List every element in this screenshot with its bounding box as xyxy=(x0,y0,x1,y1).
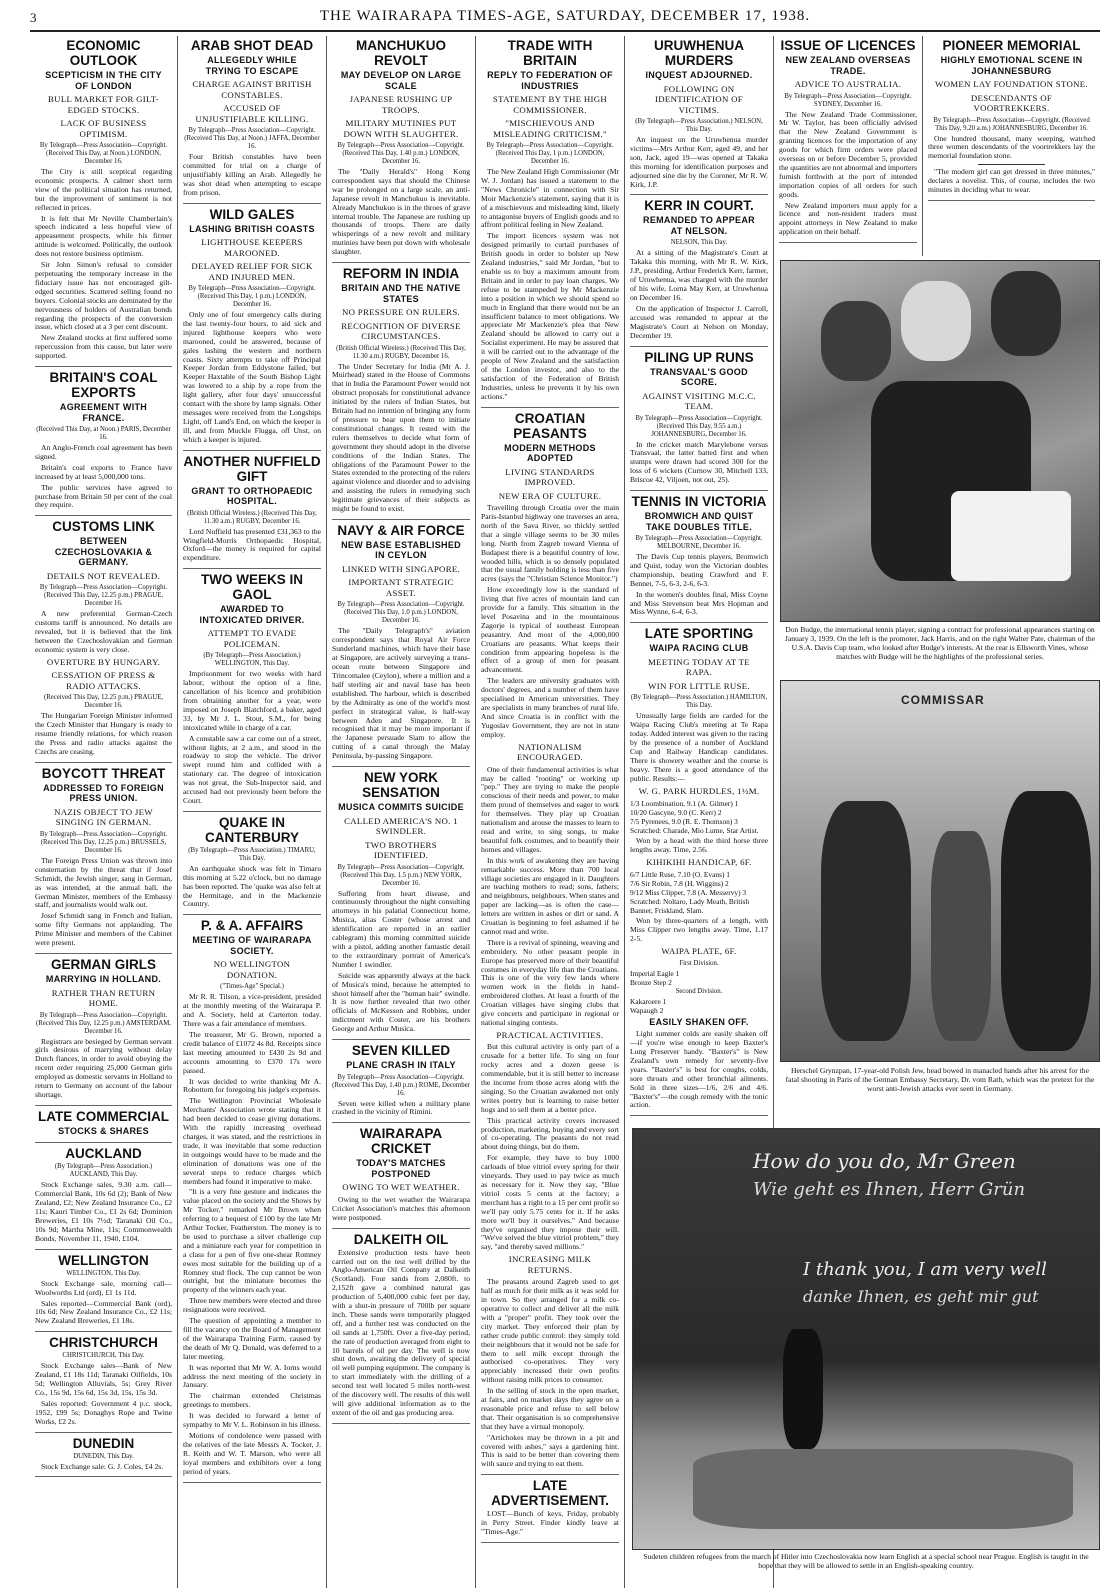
headline: BOYCOTT THREAT xyxy=(41,765,166,781)
subheadline: MARRYING IN HOLLAND. xyxy=(45,974,162,984)
dateline: By Telegraph—Press Association—Copyright. SYDNEY, December 16. xyxy=(784,92,912,108)
photo-budge-signing xyxy=(780,260,1100,622)
headline: ANOTHER NUFFIELD GIFT xyxy=(183,453,321,484)
subheadline: STOCKS & SHARES xyxy=(58,1125,149,1136)
subheadline: INQUEST ADJOURNED. xyxy=(645,70,753,80)
paragraph: The City is still sceptical regarding economic prospects. A calmer short term view of the political situation has returned, but the improvement of sentiment is not reflected in prices. xyxy=(35,167,172,212)
subheadline: NO WELLINGTON DONATION. xyxy=(213,959,291,980)
race-row: 9/12 Miss Clipper, 7.8 (A. Messervy) 3 xyxy=(630,888,747,898)
subheadline: FOLLOWING ON IDENTIFICATION OF VICTIMS. xyxy=(655,83,743,115)
headline: ECONOMIC OUTLOOK xyxy=(66,38,141,68)
article xyxy=(35,1146,172,1249)
paragraph: On the application of Inspector J. Carroll, accused was remanded to appear at the Magistrate's Court at Nelson on Monday, December 19. xyxy=(630,303,768,340)
paragraph: Sales reported—Commercial Bank (ord), 10s 6d; New Zealand Insurance Co., £2 11s; New Zealand Breweries, £1 18s. xyxy=(35,1298,172,1326)
article xyxy=(183,572,321,812)
column-3 xyxy=(327,36,476,1588)
dateline: By Telegraph—Press Association—Copyright. (Received This Day, 1.40 p.m.) LONDON, December 16. xyxy=(337,142,465,165)
paragraph: Seven were killed when a military plane crashed in the vicinity of Rimini. xyxy=(332,1098,470,1117)
paragraph: How exceedingly low is the standard of living that five acres of mountain land can provide for a family. This situation in the level Posavina and in the mountainous Zagorje is typical of southeast European peasantry. And most of the 4,000,000 Croatians are peasants. What keeps their condition from appearing hopeless is the effect of a group of men for peasant advancement. xyxy=(481,585,619,675)
paragraph: Unusually large fields are carded for the Waipa Racing Club's meeting at Te Rapa today. Added interest was given to the racing by the presence of a number of Auckland Cup and Railway Handicap candidates. There is showery weather and the course is heavy. There is a good attendance of the public. Results:— xyxy=(630,711,768,783)
subheadline: ADVICE TO AUSTRALIA. xyxy=(794,79,902,89)
subheadline: MAY DEVELOP ON LARGE SCALE xyxy=(340,70,462,91)
dateline: By Telegraph—Press Association—Copyright. MELBOURNE, December 16. xyxy=(635,535,763,551)
paragraph: Three new members were elected and three resignations were received. xyxy=(183,1296,321,1315)
paragraph: The Davis Cup tennis players, Bromwich and Quist, today won the Victorian doubles championship, beating Crawford and F. Bennet, 7-5, 6-3, 2-6, 6-3. xyxy=(630,552,768,588)
blackboard-line-4: danke Ihnen, es geht mir gut xyxy=(803,1287,1039,1306)
photo-grynszpan-arrest xyxy=(780,680,1100,1062)
column-2 xyxy=(178,36,327,1588)
paragraph: It was decided to write thanking Mr A. Robottom for foregoing his judge's expenses. xyxy=(183,1076,321,1095)
subheadline: ACCUSED OF UNJUSTIFIABLE KILLING. xyxy=(195,103,309,124)
paragraph: Sir John Simon's refusal to consider perpetuating the temporary increase in the fiduciary issue has not encouraged gilt-edged securities. Scattered selling found no buyers. Colonial stocks are dominated by the nervousness of holders of Australian bonds regarding the prospects of the conversion issue, which closed at a 3 per cent discount. xyxy=(35,260,172,332)
race-row: Wapaugh 2 xyxy=(630,1005,664,1015)
race-results xyxy=(630,786,768,855)
subheadline: OVERTURE BY HUNGARY. xyxy=(46,656,161,667)
paragraph: Stock Exchange sale: G. J. Coles, £4 2s. xyxy=(41,1461,164,1471)
headline: QUAKE IN CANTERBURY xyxy=(205,814,299,845)
race-title: W. G. PARK HURDLES, 1½M. xyxy=(638,785,760,796)
dateline: (Received This Day, 12.25 p.m.) PRAGUE, December 16. xyxy=(43,694,164,710)
paragraph: One hundred thousand, many weeping, watched three women descendants of the voortrekkers lay the memorial foundation stone. xyxy=(928,133,1095,161)
subheadline: OWING TO WET WEATHER. xyxy=(342,1182,460,1193)
quote-paragraph: "The modern girl can get dressed in three minutes," declares a novelist. This, of course, includes the two minutes in deciding what to wear. xyxy=(928,167,1095,195)
headline: WILD GALES xyxy=(209,206,295,222)
paragraph: Britain's coal exports to France have increased by at least 5,000,000 tons. xyxy=(35,462,172,481)
paragraph: Lord Nuffield has presented £31,363 to the Wingfield-Morris Orthopaedic Hospital, Oxford—the money is required for capital expenditure. xyxy=(183,526,321,563)
article xyxy=(332,523,470,767)
dateline: By Telegraph—Press Association—Copyright. (Received This Day, 1 p.m.) LONDON, December 16. xyxy=(188,285,316,309)
subheadline: NO PRESSURE ON RULERS. xyxy=(341,307,461,318)
race-note: Won by three-quarters of a length, with Miss Clipper two lengths away. Time, 1.17 2-5. xyxy=(630,916,768,944)
race-results xyxy=(630,857,768,944)
paragraph: The chairman extended Christmas greetings to members. xyxy=(183,1391,321,1410)
headline: LATE SPORTING xyxy=(644,626,754,642)
article xyxy=(481,38,619,408)
race-row: Imperial Eagle 1 xyxy=(630,968,680,978)
subheadline: REPLY TO FEDERATION OF INDUSTRIES xyxy=(487,70,613,91)
headline: AUCKLAND xyxy=(65,1146,142,1162)
race-title: WAIPA PLATE, 6F. xyxy=(661,946,737,957)
dateline: (By Telegraph—Press Association.) TIMARU, This Day. xyxy=(188,846,316,862)
headline: KERR IN COURT. xyxy=(644,198,754,214)
paragraph: There is a revival of spinning, weaving and embroidery. No other peasant people in Europe has preserved more of their beautiful costumes in everyday life than the Croatians. This is one of the very few lands where women work in the fields in hand-embroidered clothes. At least a fourth of the Croatian villages have singing clubs that give concerts and participate in regional or national singing contests. xyxy=(481,937,619,1027)
blackboard-line-3: I thank you, I am very well xyxy=(803,1259,1047,1280)
subheadline: DELAYED RELIEF FOR SICK AND INJURED MEN. xyxy=(191,261,313,282)
paragraph: LOST—Bunch of keys, Friday, probably in Perry Street. Finder kindly leave at "Times-Age." xyxy=(481,1509,619,1537)
article xyxy=(332,1232,470,1424)
article xyxy=(630,350,768,492)
subheadline: AWARDED TO INTOXICATED DRIVER. xyxy=(199,604,305,625)
article xyxy=(630,626,768,1116)
paragraph: Motions of condolence were passed with the relatives of the late Messrs A. Tocker, J. R. Keith and W. T. Marson, who were all loyal members and exhibitors over a long period of years. xyxy=(183,1430,321,1476)
paragraph: The New Zealand High Commissioner (Mr W. J. Jordan) has issued a statement to the "News Chronicle" in connection with Sir Moir Mackenzie's statement, saying that it is of a mischievous and misleading kind, likely to antagonise buyers of English goods and to affront political feeling in New Zealand. xyxy=(481,167,619,230)
paragraph: The peasants around Zagreb used to get half as much for their milk as it was sold for in town. So they arranged for a milk co-operative to collect and deliver all the milk with a "proper" profit. They took over the city market. They enforced their plan by rather crude public control: they simply told their neighbours that it would not be safe for them to sell milk except through the authorised co-operatives. They very appreciably increased their own profits without raising milk prices to consumer. xyxy=(481,1277,619,1385)
headline: WELLINGTON xyxy=(58,1252,149,1268)
paragraph: The public services have agreed to purchase from Britain 50 per cent of the coal they require. xyxy=(35,482,172,510)
subheadline: MEETING OF WAIRARAPA SOCIETY. xyxy=(192,935,312,956)
subheadline: REMANDED TO APPEAR AT NELSON. xyxy=(643,215,755,236)
page-number: 3 xyxy=(30,10,37,25)
headline: CHRISTCHURCH xyxy=(49,1335,158,1351)
headline: NEW YORK SENSATION xyxy=(362,770,440,801)
article xyxy=(35,370,172,516)
dateline: (British Official Wireless.) (Received This Day, 11.30 a.m.) RUGBY, December 16. xyxy=(336,344,466,360)
paragraph: In the cricket match Marylebone versus Transvaal, the latter batted first and when stumps were drawn had scored 300 for the loss of 6 wickets (Curnow 30, Mitchell 133, Briscoe 42, Viljoen, not out, 25). xyxy=(630,439,768,485)
subheadline: ADDRESSED TO FOREIGN PRESS UNION. xyxy=(43,782,164,804)
subheadline: BROMWICH AND QUIST TAKE DOUBLES TITLE. xyxy=(644,511,754,532)
headline: ARAB SHOT DEAD xyxy=(190,38,314,53)
article xyxy=(332,38,470,263)
dateline: By Telegraph—Press Association—Copyright. (Received This Day, at Noon.) LONDON, December 16. xyxy=(39,142,168,165)
dateline: (Received This Day, at Noon.) PARIS, December 16. xyxy=(36,426,171,442)
subheadline: SCEPTICISM IN THE CITY OF LONDON xyxy=(45,70,162,91)
headline: TRADE WITH BRITAIN xyxy=(507,38,593,68)
blackboard-line-1: How do you do, Mr Green xyxy=(753,1149,1016,1173)
race-row: Bronze Step 2 xyxy=(630,977,672,987)
paragraph: The question of appointing a member to fill the vacancy on the Board of Management of the Wairarapa Training Farm, caused by the death of Mr Q. Donald, was deferred to a later meeting. xyxy=(183,1316,321,1361)
paragraph: The import licences system was not designed primarily to curtail purchases of British goods in order to bolster up New Zealand industries," said Mr Jordan, "but to enable us to buy a maximum amount from Britain and in order to pay loan charges. We refuse to be stampeded by Mr Mackenzie into a position in which we should spend so much in England that there would not be an insufficient balance to meet obligations. We appreciate Mr Mackenzie's plea that New Zealand should be allowed to carry out a Socialist experiment. He may be assured that it will be carried out to the advantage of the people of New Zealand and the satisfaction of the London investor, and also to the satisfaction of the Federation of British Industries, unless he prevents it by his own actions." xyxy=(481,231,619,401)
dateline: (By Telegraph—Press Association.) NELSON, This Day. xyxy=(635,118,763,133)
subheadline: MILITARY MUTINIES PUT DOWN WITH SLAUGHTER. xyxy=(343,118,459,139)
newspaper-title: THE WAIRARAPA TIMES-AGE, SATURDAY, DECEMBER 17, 1938. xyxy=(319,8,811,24)
paragraph: Mr R. R. Tilson, a vice-president, presided at the monthly meeting of the Wairarapa P. and A. Society, held at Carterton today. There was a fair attendance of members. xyxy=(183,992,321,1029)
paragraph: In this work of awakening they are having remarkable success. More than 700 local village societies are engaged in it. Daughters are teaching mothers to read; sons, fathers; and neighbours, neighbours. When states and paper are lacking—as is often the case—letters are written in ashes or dirt or sand. A Croatian is beginning to feel ashamed if he cannot read and write. xyxy=(481,855,619,936)
paragraph: The Under Secretary for India (Mr A. J. Muirhead) stated in the House of Commons that in India the Paramount Power would not obstruct proposals for constitutional advance initiated by the rulers of Indian States, but Britain had no intention of bringing any form of pressure to bear upon them to initiate constitutional changes. It rested with the rulers themselves to decide what form of government they should adopt in the diverse conditions of the Indian States. The obligations of the Paramount Power to the States extended to the protecting of the rulers against violence and disorder and to advising and assisting the rulers in remedying such legitimate grievances of their subjects as might be found to exist. xyxy=(332,361,470,514)
subheadline: BRITAIN AND THE NATIVE STATES xyxy=(341,283,461,304)
article xyxy=(35,519,172,763)
subheadline: CESSATION OF PRESS & RADIO ATTACKS. xyxy=(51,670,156,691)
paragraph: This practical activity covers increased production, marketing, buying and every sort of co-operating. The peasants do not read about doing things, but do them. xyxy=(481,1115,619,1152)
paragraph: Suffering from heart disease, and continuously throughout the night consulting attorneys in his palatial Connecticut home, Musica, alias Coster (whose arrest and identification are reported in an earlier cablegram) this morning committed suicide with a pistol, adding another fantastic detail to the extraordinary portrait of America's Number 1 swindler. xyxy=(332,888,470,969)
paragraph: "Artichokes may be thrown in a pit and covered with ashes," says a gardening hint. This is said to be better than covering them with sauce and trying to eat them. xyxy=(481,1432,619,1469)
race-row: 1/3 Loombination, 9.1 (A. Gilmer) 1 xyxy=(630,799,739,809)
paragraph: It is felt that Mr Neville Chamberlain's speech indicated a less hopeful view of appeasement prospects, while his firmer attitude is welcomed. Politically, the outlook does not restore business optimism. xyxy=(35,213,172,259)
race-note: Won by a head with the third horse three lengths away. Time, 2.56. xyxy=(630,836,768,855)
paragraph: The "Daily Herald's" Hong Kong correspondent says that should the Chinese war be prolonged on a large scale, an anti-Japanese revolt in Manchukuo is inevitable. Already Manchukuo is in the throes of grave internal trouble. The Japanese are rushing up thousands of troops. There are daily whisperings of a new revolt and military mutinies have been put down with wholesale slaughter. xyxy=(332,167,470,257)
headline: REFORM IN INDIA xyxy=(342,266,460,282)
subheadline: AGREEMENT WITH FRANCE. xyxy=(59,402,148,423)
paragraph: One of their fundamental activities is what may be called "rooting" or working up "pep." They are trying to make the people conscious of their needs and power, to make them proud of themselves and eager to work for themselves. They play up Croatian nationalism and arouse the masses to learn to read and write, to sing songs, to make beautiful folk costumes, and to beautify their homes and villages. xyxy=(481,764,619,854)
paragraph: The Wellington Provincial Wholesale Merchants' Association wrote stating that it had been decided to cease giving donations. With the rapidly increasing overhead charges, it was stated, and the restrictions in trade, it was inevitable that some reduction in outgoings would have to be made and the elimination of donations was one of the several steps to reduce charges which members had found it imperative to make. xyxy=(183,1096,321,1186)
paragraph: An earthquake shock was felt in Timaru this morning at 5.22 o'clock, but no damage has been reported. The 'quake was also felt at the Hermitage, and in the Mackenzie Country. xyxy=(183,863,321,909)
headline: TWO WEEKS IN GAOL xyxy=(201,572,303,603)
dateline: ("Times-Age" Special.) xyxy=(220,983,284,991)
paragraph: The Foreign Press Union was thrown into consternation by the threat that if Josef Schmidt, the Jewish singer, sang in German, as was intended, at the annual ball, the German Minister, members of the Embassy staff, and journalists would walk out. xyxy=(35,855,172,910)
race-row: 7/5 Pyrenees, 9.0 (R. E. Thomson) 3 xyxy=(630,817,738,827)
article xyxy=(332,770,470,1040)
ad-text: Light summer colds are easily shaken off—if you're wise enough to keep Baxter's Lung Preserver handy. "Baxter's" is New Zealand's own remedy for seventy-five years. "Baxter's" is best for coughs, colds, sore throats and other bronchial ailments. Sold in three sizes—1/6, 2/6 and 4/6. "Baxter's"—the cough remedy with the tonic action. xyxy=(630,1029,768,1110)
race-row: Scratched: Charade, Mio Lume, Star Artist. xyxy=(630,826,759,836)
paragraph: At a sitting of the Magistrate's Court at Takaka this morning, with Mr R. W. Kirk, J.P., presiding, Arthur Frederick Kerr, farmer, of Uruwhenua, was charged with the murder of his wife, Lorna May Kerr, at Uruwhenua on December 16. xyxy=(630,248,768,302)
paragraph: Travelling through Croatia over the main Paris-Istanbul highway one traverses an area, north of the Sava River, so thickly settled that a single village seems to be 30 miles long. North from Zagreb toward Vienna of Budapest there is a beautiful country of low, wooded hills, which is so densely populated that the usual family holding is less than five acres (says the "Christian Science Monitor.") xyxy=(481,503,619,584)
subheadline: IMPORTANT STRATEGIC ASSET. xyxy=(348,577,454,598)
article xyxy=(35,1436,172,1478)
article xyxy=(630,38,768,195)
subheadline: DETAILS NOT REVEALED. xyxy=(46,570,161,581)
headline: GERMAN GIRLS xyxy=(50,957,156,972)
article xyxy=(35,1253,172,1333)
race-row: 7/6 Sir Robin, 7.8 (H. Wiggins) 2 xyxy=(630,879,729,889)
blackboard-line-2: Wie geht es Ihnen, Herr Grün xyxy=(753,1179,1026,1200)
race-results xyxy=(630,946,768,1015)
dateline: NELSON, This Day. xyxy=(670,239,728,247)
subheadline: LIVING STANDARDS IMPROVED. xyxy=(505,466,595,488)
column-4 xyxy=(476,36,625,1588)
column-6 xyxy=(774,36,923,256)
divider xyxy=(978,164,1045,165)
headline: CROATIAN PEASANTS xyxy=(513,410,587,441)
subheadline: "MISCHIEVOUS AND MISLEADING CRITICISM." xyxy=(493,118,607,139)
race-row: 10/20 Gascyne, 9.0 (C. Kerr) 2 xyxy=(630,808,722,818)
article xyxy=(779,38,917,243)
headline: TENNIS IN VICTORIA xyxy=(631,494,767,510)
dateline: (By Telegraph—Press Association.) WELLINGTON, This Day. xyxy=(203,652,301,668)
subheadline: NEW BASE ESTABLISHED IN CEYLON xyxy=(341,539,461,561)
subheadline: TWO BROTHERS IDENTIFIED. xyxy=(365,839,437,861)
subheadline: MUSICA COMMITS SUICIDE xyxy=(338,802,464,813)
subheadline: NEW ZEALAND OVERSEAS TRADE. xyxy=(785,55,911,76)
article xyxy=(481,411,619,1476)
article xyxy=(35,766,172,954)
article xyxy=(630,198,768,346)
article xyxy=(928,38,1095,201)
dateline: By Telegraph—Press Association—Copyright. (Received This Day, at Noon.) JAFFA, December 16. xyxy=(184,127,320,150)
dateline: By Telegraph—Press Association—Copyright. (Received This Day, 12.25 p.m.) BRUSSELS, December 16. xyxy=(39,830,168,854)
dateline: By Telegraph—Press Association—Copyright. (Received This Day, 1.40 p.m.) ROME, December 16. xyxy=(332,1073,470,1097)
subheadline: MEETING TODAY AT TE RAPA. xyxy=(648,656,750,678)
paragraph: Registrars are besieged by German servant girls desirous of marrying without delay Dutch fiances, in order to avoid obeying the recent order requiring 25,000 German girls employed as domestic servants in Holland to return to Germany on account of the labour shortage. xyxy=(35,1036,172,1099)
headline: DALKEITH OIL xyxy=(353,1231,449,1247)
paragraph: Only one of four emergency calls during the last twenty-four hours, to aid sick and injured lighthouse keepers who were marooned, could be answered, because of gales lashing the western and northern coasts. Sixty attempts to take off Principal Keeper Jordan from Eddystone failed, but Keeper Haxtable of the South Bishop Light was lowered to a ship by a rope from the light gallery, after four days' unsuccessful contact with the shore by lamp signals. Other messages were received from the Longships Light, off Land's End, on which the keeper is ill, and from Muckle Flugga, off Unst, on which a keeper is injured. xyxy=(183,310,321,444)
paragraph: Josef Schmidt sang in French and Italian, some fifty Germans not applauding. The Prime Minister and members of the Cabinet were present. xyxy=(35,911,172,948)
dateline: By Telegraph—Press Association—Copyright. (Received This Day, 1 p.m.) LONDON, December 16. xyxy=(486,142,614,165)
paragraph: The leaders are university graduates with doctors' degrees, and a number of them have specialised in American universities. They are specialists in many branches of rural life. And since Croatia is in conflict with the Yugoslav Government, they are not in state employ. xyxy=(481,676,619,739)
headline: LATE COMMERCIAL xyxy=(38,1108,169,1124)
subheadline: PRACTICAL ACTIVITIES. xyxy=(496,1029,604,1040)
headline: MANCHUKUO REVOLT xyxy=(356,38,446,68)
race-row: 6/7 Little Ruse, 7.10 (O. Evans) 1 xyxy=(630,870,730,880)
race-title: KIHIKIHI HANDICAP, 6F. xyxy=(646,856,752,867)
article xyxy=(481,1478,619,1543)
paragraph: The "Daily Telegraph's" aviation correspondent says that Royal Air Force Sunderland machines, which have their base at Singapore, are actively surveying a trans-ocean route between Singapore and Trincomalee (Ceylon), where a million and a half sterling air and naval base has been established. The harbour, which is described by the Admiralty as one of the world's most perfect in strategical value, is half-way between Aden and Singapore. It is recognised that it may be more important if the Japanese persuade Siam to allow the cutting of a canal through the Malay Peninsula, by-passing Singapore. xyxy=(332,626,470,761)
paragraph: Owing to the wet weather the Wairarapa Cricket Association's matches this afternoon were postponed. xyxy=(332,1194,470,1222)
masthead xyxy=(30,6,1100,32)
dateline: DUNEDIN, This Day. xyxy=(73,1452,134,1460)
subheadline: NAZIS OBJECT TO JEW SINGING IN GERMAN. xyxy=(54,806,153,828)
dateline: By Telegraph—Press Association—Copyright. (Received This Day, 12.25 p.m.) PRAGUE, December 16. xyxy=(39,584,168,608)
subheadline: JAPANESE RUSHING UP TROOPS. xyxy=(349,94,453,115)
ad-title: EASILY SHAKEN OFF. xyxy=(649,1016,749,1027)
paragraph: Sales reported: Government 4 p.c. stock, 1952, £99 5s; Donaghys Rope and Twine Works, £2 2s. xyxy=(35,1398,172,1426)
subheadline: WAIPA RACING CLUB xyxy=(649,643,749,654)
dateline: (British Official Wireless.) (Received This Day, 11.30 a.m.) RUGBY, December 16. xyxy=(187,509,317,525)
subheadline: LIGHTHOUSE KEEPERS MAROONED. xyxy=(201,237,303,258)
dateline: (By Telegraph—Press Association.) AUCKLAND, This Day. xyxy=(54,1163,153,1179)
headline: SEVEN KILLED xyxy=(351,1043,451,1059)
subheadline: LINKED WITH SINGAPORE. xyxy=(341,563,461,574)
dateline: By Telegraph—Press Association—Copyright. (Received This Day, 12.25 p.m.) AMSTERDAM, December 16. xyxy=(36,1011,171,1035)
subheadline: ALLEGEDLY WHILE TRYING TO ESCAPE xyxy=(205,55,299,76)
subheadline: WIN FOR LITTLE RUSE. xyxy=(648,680,750,691)
article xyxy=(183,815,321,916)
subheadline: STATEMENT BY THE HIGH COMMISSIONER. xyxy=(492,94,608,115)
subheadline: TRANSVAAL'S GOOD SCORE. xyxy=(650,366,748,387)
article xyxy=(183,207,321,451)
dateline: By Telegraph—Press Association—Copyright. (Received This Day, 1.0 p.m.) LONDON, December 16. xyxy=(337,601,465,625)
paragraph: Extensive production tests have been carried out on the test well drilled by the Anglo-American Oil Company at Dalkeith (Scotland). Four sands from 2,080ft. to 2,152ft gave a combined natural gas production of 5,400,000 cubic feet per day, with a shut-in pressure of 700lb per square inch. These sands were temporarily plugged off, and a further test was conducted on the oil sands at 1,750ft. Over a five-day period, the rate of production averaged from eight to 10 barrels of oil per day. The well is now shut down, awaiting the delivery of special oil well pumping equipment. The company is to start immediately with the drilling of a second test well located 5 miles north-west of the discovery well. The results of this well will give additional information as to the extent of the oil and gas producing area. xyxy=(332,1247,471,1417)
paragraph: Suicide was apparently always at the back of Musica's mind, because he attempted to shoot himself after the "human hair" swindle. It is now further revealed that two other officials of McKesson and Robbins, under indictment with Coster, are his brothers George and Arthur Musica. xyxy=(332,970,471,1034)
article xyxy=(332,266,470,520)
division: First Division. xyxy=(679,959,719,967)
subheadline: DESCENDANTS OF VOORTREKKERS. xyxy=(970,92,1053,113)
headline: WAIRARAPA CRICKET xyxy=(359,1126,443,1157)
subheadline: WOMEN LAY FOUNDATION STONE. xyxy=(935,79,1088,89)
subheadline: LASHING BRITISH COASTS xyxy=(189,223,315,234)
race-row: Kakaroere 1 xyxy=(630,996,667,1006)
paragraph: It was reported that Mr W. A. Iorns would address the next meeting of the society in January. xyxy=(183,1362,321,1390)
photo-sudeten-classroom xyxy=(632,1128,1100,1550)
subheadline: HIGHLY EMOTIONAL SCENE IN JOHANNESBURG xyxy=(940,55,1083,76)
paragraph: In the selling of stock in the open market, at fairs, and on market days they agree on a reasonable price and refuse to sell below that. Their organisation is so comprehensive that they have a virtual monopoly. xyxy=(481,1386,619,1431)
column-1 xyxy=(30,36,178,1588)
dateline: By Telegraph—Press Association—Copyright. (Received This Day, 1.5 p.m.) NEW YORK, December 16. xyxy=(337,863,465,887)
article xyxy=(35,1335,172,1432)
headline: URUWHENUA MURDERS xyxy=(654,38,744,68)
headline: CUSTOMS LINK xyxy=(52,519,155,535)
subheadline: RECOGNITION OF DIVERSE CIRCUMSTANCES. xyxy=(341,320,461,342)
paragraph: An Anglo-French coal agreement has been signed. xyxy=(35,443,172,461)
subheadline: LACK OF BUSINESS OPTIMISM. xyxy=(60,118,147,139)
article xyxy=(630,494,768,623)
race-row: Scratched: Noltaro, Lady Meath, British Banner, Friskland, Slam. xyxy=(630,897,750,916)
paragraph: The New Zealand Trade Commissioner, Mr W. Taylor, has been officially advised that the New Zealand Government is granting licences for the importation of any goods for which firm orders were placed overseas on or before December 5, provided the quantities are not abnormal and importers furnish forthwith at the port of intended importation copies of all orders for such goods. xyxy=(779,109,917,199)
paragraph: "It is a very fine gesture and indicates the value placed on the society and the Shows by Mr Tocker," remarked Mr Brown when referring to a bequest of £100 by the late Mr Arthur Tocker, Featherston. The money is to be used to purchase a silver challenge cup and a miniature each year for competition in a class for a pen of five one-shear Romney ewes most suitable for the building up of a Romney stud flock. The cup cannot be won outright, but the miniature becomes the property of the winners each year. xyxy=(183,1187,321,1295)
article xyxy=(35,957,172,1106)
article xyxy=(35,1109,172,1144)
article xyxy=(332,1126,470,1228)
subheadline: ATTEMPT TO EVADE POLICEMAN. xyxy=(207,628,297,649)
paragraph: A constable saw a car come out of a street, without lights, at 2 a.m., and stood in the roadway to stop the vehicle. The driver swept round him and collided with a stationary car. The degree of intoxication was not great, the Sub-Inspector said, and accused had not previously been before the Court. xyxy=(183,733,321,805)
headline: P. & A. AFFAIRS xyxy=(200,918,304,934)
dateline: (By Telegraph—Press Association.) HAMILTON, This Day. xyxy=(630,694,768,710)
dateline: By Telegraph—Press Association—Copyright. (Received This Day, 9.20 a.m.) JOHANNESBURG, December 16. xyxy=(933,116,1090,132)
subheadline: CALLED AMERICA'S NO. 1 SWINDLER. xyxy=(344,815,458,837)
subheadline: NEW ERA OF CULTURE. xyxy=(498,490,602,501)
paragraph: New Zealand stocks at first suffered some repercussion from this cause, but later were supported. xyxy=(35,333,172,361)
subheadline: INCREASING MILK RETURNS. xyxy=(508,1254,592,1275)
paragraph: Four British constables have been committed for trial on a charge of unjustifiably killing an Arab. Allegedly he was shot dead when attempting to escape from prison. xyxy=(183,152,321,197)
article xyxy=(183,38,321,204)
headline: NAVY & AIR FORCE xyxy=(337,522,465,538)
photo-grynszpan-caption: Herschel Grynzpan, 17-year-old Polish Jew, head bowed in manacled hands after his arrest for the fatal shooting in Paris of the German Embassy Secretary, Dr. vom Rath, which was the pretext for the worst anti-Jewish attacks ever seen in Germany. xyxy=(785,1066,1095,1093)
paragraph: Stock Exchange sale, morning call—Woolworths Ltd (ord), £1 1s 11d. xyxy=(35,1278,172,1297)
subheadline: PLANE CRASH IN ITALY xyxy=(346,1060,456,1071)
paragraph: The treasurer, Mr G. Brown, reported a credit balance of £1072 4s 8d. Receipts since last meeting amounted to £430 2s 9d and accounts amounting to £370 17s were passed. xyxy=(183,1030,321,1075)
paragraph: Imprisonment for two weeks with hard labour, without the option of a fine, cancellation of his licence and prohibition from obtaining another for a year, were imposed on Joseph Blatchford, a baker, aged 33, by Mr J. L. Stout, S.M., for being intoxicated while in charge of a car. xyxy=(183,669,321,732)
commissariat-sign: COMMISSAR xyxy=(901,693,985,707)
article xyxy=(183,454,321,570)
subheadline: TODAY'S MATCHES POSTPONED xyxy=(356,1158,446,1179)
paragraph: Stock Exchange sales, 9.30 a.m. call—Commercial Bank, 10s 6d (2); Bank of New Zealand, £2; New Zealand Insurance Co., £2 11s; Kauri Timber Co., £1 2s 6d; Dominion Breweries, £1 10s 7½d; Taranaki Oil Co., 10s 9d; Martha Mine, 11s; Commonwealth Bonds, November 11, 1940, £104. xyxy=(35,1180,172,1243)
headline: BRITAIN'S COAL EXPORTS xyxy=(49,370,158,401)
column-7 xyxy=(923,36,1100,256)
paragraph: New Zealand importers must apply for a licence and non-resident traders must appoint attorneys in New Zealand to make application on their behalf. xyxy=(779,200,917,237)
headline: PIONEER MEMORIAL xyxy=(942,38,1081,53)
subheadline: MODERN METHODS ADOPTED xyxy=(504,442,596,464)
paragraph: It was decided to forward a letter of sympathy to Mr V. L. Robinson in his illness. xyxy=(183,1411,321,1430)
headline: PILING UP RUNS xyxy=(644,349,754,365)
paragraph: Stock Exchange sales—Bank of New Zealand, £1 18s 11d; Taranaki Oilfields, 10s 5d; Wellington Alluvials, 5s; Grey River Co., 15s 9d, 15s 6d, 15s 3d, 15s, 15s 3d. xyxy=(35,1361,172,1397)
subheadline: CHARGE AGAINST BRITISH CONSTABLES. xyxy=(192,79,312,100)
subheadline: BULL MARKET FOR GILT-EDGED STOCKS. xyxy=(48,94,159,115)
dateline: WELLINGTON, This Day. xyxy=(66,1269,141,1277)
subheadline: NATIONALISM ENCOURAGED. xyxy=(516,741,584,763)
subheadline: GRANT TO ORTHOPAEDIC HOSPITAL. xyxy=(191,485,313,507)
paragraph: But this cultural activity is only part of a crusade for a better life. To sing on four rocky acres and a dozen geese is commendable, but it is still better to increase the income from those acres along with the singing. So the Croatian awakened not only writes poetry but is learning to raise better hogs and to sell them at a better price. xyxy=(481,1042,619,1114)
headline: ISSUE OF LICENCES xyxy=(780,38,916,53)
subheadline: BETWEEN CZECHOSLOVAKIA & GERMANY. xyxy=(54,536,153,568)
article xyxy=(332,1043,470,1123)
dateline: By Telegraph—Press Association—Copyright. (Received This Day, 9.55 a.m.) JOHANNESBURG, December 16. xyxy=(635,414,763,438)
paragraph: For example, they have to buy 1000 carloads of blue vitriol every spring for their vineyards. They used to pay twice as much as necessary for it. Now they say, "Blue vitriol costs 5 cents at the factory; a merchant has a right to a 15 per cent profit so we'll pay only 5.75 cents for it. If he asks more we'll buy it ourselves." And because they've organised they impose their will. "We've solved the blue vitriol problem," they say, "and thereby saved millions." xyxy=(481,1153,619,1252)
paragraph: The Hungarian Foreign Minister informed the Czech Minister that Hungary is ready to resume friendly relations, for which reason the Press and radio attacks against the Czechs are ceasing. xyxy=(35,711,172,757)
article xyxy=(35,38,172,367)
dateline: CHRISTCHURCH, This Day. xyxy=(62,1352,145,1360)
headline: LATE ADVERTISEMENT. xyxy=(491,1478,609,1509)
subheadline: RATHER THAN RETURN HOME. xyxy=(51,987,156,1008)
paragraph: An inquest on the Uruwhenua murder victims—Mrs Arthur Kerr, aged 49, and her son, Jack, aged 19—was opened at Takaka this morning for identification purposes and adjourned sine die by the Coroner, Mr R. W. Kirk, J.P. xyxy=(630,135,768,189)
paragraph: A new preferential German-Czech customs tariff is announced. No details are revealed, but it is believed that the link between the Czechoslovakian and German economic system is very close. xyxy=(35,609,172,654)
article xyxy=(183,918,321,1482)
photo-sudeten-caption: Sudeten children refugees from the march of Hitler into Czechoslovakia now learn English at a special school near Prague. English is taught in the hope that they will be allowed to settle in an English-speaking country. xyxy=(643,1552,1089,1570)
headline: DUNEDIN xyxy=(72,1435,135,1451)
paragraph: In the women's doubles final, Miss Coyne and Miss Stevenson beat Mrs Hopman and Miss Wynne, 6-4, 6-3. xyxy=(630,589,768,617)
photo-budge-caption: Don Budge, the international tennis player, signing a contract for professional appearances starting on January 3, 1939. On the left is the promoter, Jack Harris, and on the right Walter Pate, chairman of the U.S.A. Davis Cup team, who looked after Budge's interests. At the rear is Ellsworth Vines, whose matches with Budge will be the highlights of the professional series. xyxy=(784,625,1096,661)
subheadline: AGAINST VISITING M.C.C. TEAM. xyxy=(642,390,756,411)
division: Second Division. xyxy=(675,987,723,995)
